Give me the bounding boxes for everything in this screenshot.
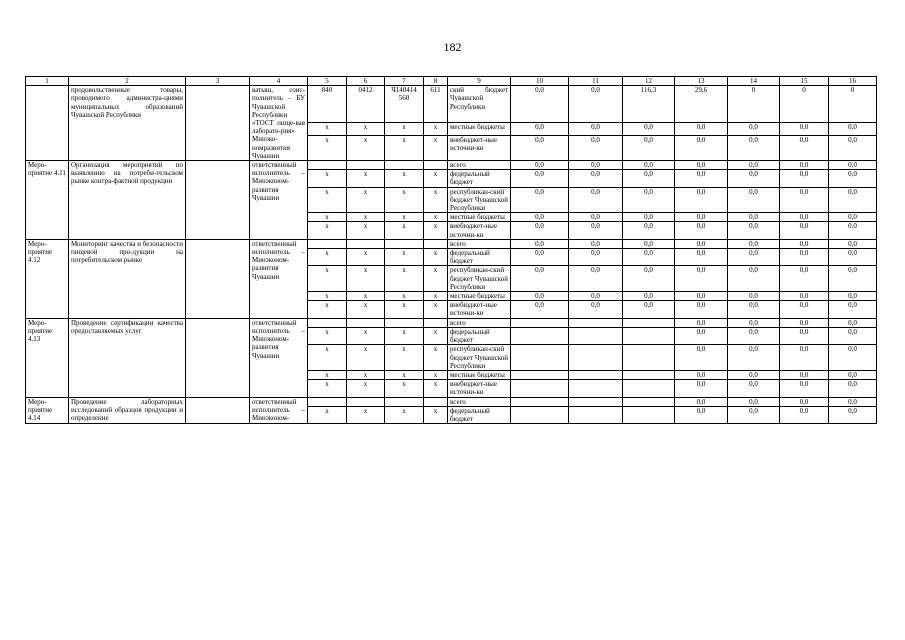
value-cell: 0,0 <box>829 136 877 161</box>
value-cell: 0,0 <box>511 213 569 222</box>
cell-c7 <box>385 397 424 406</box>
cell-c8: 611 <box>424 86 448 123</box>
value-cell: 0,0 <box>675 213 728 222</box>
value-cell: 0,0 <box>780 370 829 379</box>
cell-c8 <box>424 239 448 248</box>
cell-c5 <box>308 318 347 327</box>
header-cell: 5 <box>308 77 347 86</box>
value-cell: 0,0 <box>675 406 728 423</box>
value-cell: 0,0 <box>829 170 877 187</box>
header-cell: 15 <box>780 77 829 86</box>
cell-c7: x <box>385 187 424 213</box>
cell-c5: x <box>308 187 347 213</box>
funding-source-cell: федеральный бюджет <box>448 406 511 423</box>
cell-c7: x <box>385 213 424 222</box>
value-cell: 0,0 <box>728 406 780 423</box>
cell-c5: x <box>308 136 347 161</box>
value-cell: 0,0 <box>675 370 728 379</box>
header-cell: 7 <box>385 77 424 86</box>
value-cell: 0,0 <box>675 136 728 161</box>
value-cell: 0,0 <box>623 213 675 222</box>
funding-source-cell: внебюджет-ные источни-ки <box>448 136 511 161</box>
funding-source-cell: федеральный бюджет <box>448 170 511 187</box>
cell-c6 <box>347 239 385 248</box>
cell-c5: x <box>308 292 347 301</box>
value-cell: 0,0 <box>675 292 728 301</box>
cell-c6: x <box>347 222 385 239</box>
measure-name-cell: Мониторинг качества и безопасности пищевой про-дукции на потребительском рынке <box>69 239 186 318</box>
cell-c6: x <box>347 327 385 344</box>
value-cell: 0,0 <box>623 161 675 170</box>
cell-c6 <box>347 397 385 406</box>
funding-source-cell: всего <box>448 239 511 248</box>
header-cell: 1 <box>26 77 69 86</box>
measure-code-cell: Меро-приятие 4.12 <box>26 239 69 318</box>
value-cell: 0,0 <box>623 239 675 248</box>
value-cell <box>623 345 675 371</box>
value-cell <box>569 380 623 397</box>
funding-source-cell: федеральный бюджет <box>448 327 511 344</box>
funding-source-cell: местные бюджеты <box>448 370 511 379</box>
cell-c6: x <box>347 187 385 213</box>
value-cell: 0,0 <box>728 327 780 344</box>
table-row <box>26 86 877 123</box>
value-cell: 0,0 <box>728 397 780 406</box>
cell-c7: x <box>385 249 424 266</box>
cell-c5: x <box>308 170 347 187</box>
funding-source-cell: федеральный бюджет <box>448 249 511 266</box>
value-cell: 0,0 <box>829 239 877 248</box>
header-cell: 8 <box>424 77 448 86</box>
measure-name-cell: Организация мероприятий по выявлению на потреби-тельском рынке контра-фактной продукции <box>69 161 186 240</box>
cell-c8: x <box>424 345 448 371</box>
value-cell <box>623 327 675 344</box>
responsible-cell: ватыш, соис-полнитель – БУ Чувашской Республики «ТОСТ пище-вая лаборато-рия» Минэко-номразвития Чувашии <box>250 86 308 161</box>
value-cell <box>623 397 675 406</box>
responsible-cell: ответственный исполнитель – Минэконом- <box>250 397 308 424</box>
value-cell: 0,0 <box>780 292 829 301</box>
value-cell <box>511 397 569 406</box>
value-cell: 0 <box>829 86 877 123</box>
funding-source-cell: внебюджет-ные источни-ки <box>448 380 511 397</box>
measure-name-cell: продовольственные товары, проводимого администра-циями муниципальных образований Чувашской Республики <box>69 86 186 161</box>
cell-c7: x <box>385 136 424 161</box>
value-cell <box>623 380 675 397</box>
funding-source-cell: республикан-ский бюджет Чувашской Республики <box>448 266 511 292</box>
value-cell: 116,3 <box>623 86 675 123</box>
value-cell <box>569 397 623 406</box>
value-cell: 0,0 <box>569 266 623 292</box>
measure-code-cell <box>26 86 69 161</box>
col3-cell <box>186 397 250 424</box>
value-cell: 0,0 <box>511 86 569 123</box>
value-cell: 0,0 <box>511 187 569 213</box>
cell-c6 <box>347 161 385 170</box>
value-cell <box>623 406 675 423</box>
value-cell: 0,0 <box>780 161 829 170</box>
cell-c5: x <box>308 301 347 318</box>
cell-c8 <box>424 397 448 406</box>
cell-c8: x <box>424 213 448 222</box>
value-cell: 0,0 <box>623 170 675 187</box>
header-cell: 2 <box>69 77 186 86</box>
value-cell: 0,0 <box>623 266 675 292</box>
value-cell <box>623 318 675 327</box>
value-cell: 0,0 <box>569 122 623 135</box>
value-cell: 0,0 <box>829 249 877 266</box>
value-cell <box>511 327 569 344</box>
funding-source-cell: местные бюджеты <box>448 122 511 135</box>
value-cell: 0,0 <box>511 161 569 170</box>
value-cell: 0,0 <box>511 266 569 292</box>
value-cell <box>511 318 569 327</box>
cell-c8: x <box>424 327 448 344</box>
cell-c5: x <box>308 122 347 135</box>
value-cell <box>511 406 569 423</box>
cell-c5: x <box>308 327 347 344</box>
value-cell: 0,0 <box>728 222 780 239</box>
cell-c6: 0412 <box>347 86 385 123</box>
cell-c6: x <box>347 213 385 222</box>
header-cell: 14 <box>728 77 780 86</box>
header-cell: 12 <box>623 77 675 86</box>
value-cell: 0,0 <box>780 249 829 266</box>
value-cell: 0,0 <box>829 266 877 292</box>
cell-c5: x <box>308 249 347 266</box>
value-cell: 0 <box>728 86 780 123</box>
value-cell: 0,0 <box>511 122 569 135</box>
cell-c7: x <box>385 222 424 239</box>
header-cell: 11 <box>569 77 623 86</box>
responsible-cell: ответственный исполнитель – Минэконом-развития Чувашии <box>250 239 308 318</box>
value-cell: 0,0 <box>829 161 877 170</box>
value-cell: 0,0 <box>829 345 877 371</box>
value-cell <box>569 406 623 423</box>
value-cell: 0,0 <box>569 292 623 301</box>
cell-c5: x <box>308 222 347 239</box>
value-cell: 0,0 <box>623 292 675 301</box>
cell-c6: x <box>347 301 385 318</box>
cell-c8: x <box>424 222 448 239</box>
cell-c6: x <box>347 170 385 187</box>
value-cell: 0,0 <box>728 249 780 266</box>
header-cell: 16 <box>829 77 877 86</box>
value-cell: 0,0 <box>728 301 780 318</box>
value-cell <box>569 370 623 379</box>
value-cell <box>569 318 623 327</box>
value-cell: 0,0 <box>728 170 780 187</box>
value-cell: 0,0 <box>829 406 877 423</box>
cell-c8: x <box>424 370 448 379</box>
cell-c6: x <box>347 136 385 161</box>
value-cell: 0,0 <box>780 222 829 239</box>
funding-source-cell: местные бюджеты <box>448 292 511 301</box>
cell-c5 <box>308 239 347 248</box>
funding-source-cell: всего <box>448 161 511 170</box>
col3-cell <box>186 318 250 397</box>
header-cell: 9 <box>448 77 511 86</box>
cell-c8: x <box>424 292 448 301</box>
value-cell <box>569 345 623 371</box>
cell-c6: x <box>347 249 385 266</box>
value-cell: 0,0 <box>728 266 780 292</box>
cell-c7: x <box>385 327 424 344</box>
value-cell: 0,0 <box>780 345 829 371</box>
value-cell: 0,0 <box>728 345 780 371</box>
cell-c5: x <box>308 213 347 222</box>
value-cell: 0,0 <box>728 122 780 135</box>
funding-source-cell: всего <box>448 318 511 327</box>
cell-c7 <box>385 318 424 327</box>
measure-name-cell: Проведение лабораторных исследований образцов продукции и определение <box>69 397 186 424</box>
value-cell: 0,0 <box>780 266 829 292</box>
value-cell: 0,0 <box>569 222 623 239</box>
cell-c8: x <box>424 136 448 161</box>
measure-name-cell: Проведение сертификации качества предоставляемых услуг <box>69 318 186 397</box>
header-row <box>26 77 877 86</box>
value-cell: 0,0 <box>569 86 623 123</box>
responsible-cell: ответственный исполнитель – Минэконом-развития Чувашии <box>250 161 308 240</box>
cell-c6: x <box>347 406 385 423</box>
value-cell: 0,0 <box>675 301 728 318</box>
value-cell: 0,0 <box>675 122 728 135</box>
funding-source-cell: республикан-ский бюджет Чувашской Республики <box>448 187 511 213</box>
value-cell: 0,0 <box>780 301 829 318</box>
value-cell: 0,0 <box>511 222 569 239</box>
value-cell: 0,0 <box>728 292 780 301</box>
value-cell: 0,0 <box>675 345 728 371</box>
header-cell: 4 <box>250 77 308 86</box>
value-cell: 0,0 <box>829 222 877 239</box>
cell-c8: x <box>424 301 448 318</box>
value-cell: 0,0 <box>569 213 623 222</box>
value-cell: 0,0 <box>728 136 780 161</box>
cell-c6: x <box>347 345 385 371</box>
measure-code-cell: Меро-приятие 4.14 <box>26 397 69 424</box>
value-cell: 0,0 <box>829 187 877 213</box>
cell-c8: x <box>424 187 448 213</box>
value-cell: 0,0 <box>780 122 829 135</box>
funding-source-cell: ский бюджет Чувашской Республики <box>448 86 511 123</box>
value-cell: 0,0 <box>569 161 623 170</box>
funding-source-cell: внебюджет-ные источни-ки <box>448 301 511 318</box>
budget-table <box>25 76 877 424</box>
value-cell: 0,0 <box>780 136 829 161</box>
cell-c8 <box>424 161 448 170</box>
col3-cell <box>186 161 250 240</box>
cell-c7: x <box>385 345 424 371</box>
value-cell: 0,0 <box>569 239 623 248</box>
funding-source-cell: внебюджет-ные источни-ки <box>448 222 511 239</box>
value-cell: 0,0 <box>511 239 569 248</box>
value-cell: 0,0 <box>623 249 675 266</box>
cell-c7: x <box>385 380 424 397</box>
value-cell: 0,0 <box>780 239 829 248</box>
value-cell: 0,0 <box>511 170 569 187</box>
cell-c8: x <box>424 249 448 266</box>
cell-c7: x <box>385 122 424 135</box>
value-cell: 0,0 <box>569 170 623 187</box>
cell-c5 <box>308 397 347 406</box>
cell-c7: x <box>385 301 424 318</box>
value-cell: 0,0 <box>829 370 877 379</box>
value-cell: 0,0 <box>829 397 877 406</box>
value-cell: 0,0 <box>675 318 728 327</box>
cell-c8 <box>424 318 448 327</box>
value-cell: 0,0 <box>675 397 728 406</box>
value-cell: 0,0 <box>728 370 780 379</box>
cell-c7: Ч140414 560 <box>385 86 424 123</box>
table-row <box>26 318 877 327</box>
value-cell: 0,0 <box>728 213 780 222</box>
value-cell: 0,0 <box>780 187 829 213</box>
measure-code-cell: Меро-приятие 4.13 <box>26 318 69 397</box>
header-cell: 10 <box>511 77 569 86</box>
cell-c8: x <box>424 170 448 187</box>
value-cell: 0,0 <box>623 222 675 239</box>
value-cell: 0,0 <box>780 406 829 423</box>
value-cell: 0,0 <box>728 380 780 397</box>
value-cell: 0,0 <box>728 161 780 170</box>
value-cell: 0,0 <box>728 318 780 327</box>
value-cell: 0,0 <box>569 249 623 266</box>
measure-code-cell: Меро-приятие 4.11 <box>26 161 69 240</box>
cell-c7: x <box>385 370 424 379</box>
cell-c7: x <box>385 406 424 423</box>
cell-c8: x <box>424 380 448 397</box>
value-cell: 0,0 <box>780 318 829 327</box>
value-cell: 0,0 <box>675 161 728 170</box>
funding-source-cell: местные бюджеты <box>448 213 511 222</box>
cell-c5: x <box>308 266 347 292</box>
funding-source-cell: республикан-ский бюджет Чувашской Республики <box>448 345 511 371</box>
cell-c8: x <box>424 266 448 292</box>
col3-cell <box>186 239 250 318</box>
value-cell: 0,0 <box>829 292 877 301</box>
value-cell: 0,0 <box>780 213 829 222</box>
value-cell <box>511 345 569 371</box>
header-cell: 6 <box>347 77 385 86</box>
value-cell <box>511 370 569 379</box>
value-cell: 0,0 <box>675 222 728 239</box>
value-cell: 0,0 <box>623 187 675 213</box>
value-cell: 0,0 <box>728 187 780 213</box>
value-cell: 0 <box>780 86 829 123</box>
cell-c7 <box>385 239 424 248</box>
cell-c6: x <box>347 370 385 379</box>
value-cell: 0,0 <box>829 213 877 222</box>
value-cell: 0,0 <box>829 380 877 397</box>
cell-c6: x <box>347 266 385 292</box>
cell-c8: x <box>424 122 448 135</box>
value-cell: 0,0 <box>511 301 569 318</box>
cell-c6 <box>347 318 385 327</box>
value-cell: 0,0 <box>569 187 623 213</box>
value-cell: 0,0 <box>511 292 569 301</box>
table-row <box>26 397 877 406</box>
value-cell: 0,0 <box>675 249 728 266</box>
value-cell <box>623 370 675 379</box>
cell-c6: x <box>347 380 385 397</box>
funding-source-cell: всего <box>448 397 511 406</box>
value-cell: 0,0 <box>829 327 877 344</box>
value-cell: 0,0 <box>623 122 675 135</box>
value-cell: 0,0 <box>780 397 829 406</box>
value-cell: 0,0 <box>675 380 728 397</box>
value-cell: 0,0 <box>675 327 728 344</box>
value-cell: 0,0 <box>511 249 569 266</box>
cell-c5 <box>308 161 347 170</box>
value-cell: 0,0 <box>675 266 728 292</box>
table-row <box>26 239 877 248</box>
col3-cell <box>186 86 250 161</box>
value-cell: 0,0 <box>728 239 780 248</box>
cell-c6: x <box>347 292 385 301</box>
value-cell: 0,0 <box>623 136 675 161</box>
cell-c5: x <box>308 406 347 423</box>
cell-c5: x <box>308 380 347 397</box>
value-cell: 0,0 <box>780 327 829 344</box>
value-cell <box>569 327 623 344</box>
value-cell: 0,0 <box>829 122 877 135</box>
cell-c8: x <box>424 406 448 423</box>
value-cell <box>511 380 569 397</box>
cell-c5: 840 <box>308 86 347 123</box>
cell-c5: x <box>308 345 347 371</box>
value-cell: 0,0 <box>829 301 877 318</box>
cell-c6: x <box>347 122 385 135</box>
value-cell: 0,0 <box>675 170 728 187</box>
value-cell: 0,0 <box>675 239 728 248</box>
value-cell: 0,0 <box>780 380 829 397</box>
page-number: 182 <box>443 40 462 54</box>
header-cell: 13 <box>675 77 728 86</box>
cell-c7: x <box>385 292 424 301</box>
responsible-cell: ответственный исполнитель – Минэконом-развития Чувашии <box>250 318 308 397</box>
value-cell: 0,0 <box>569 301 623 318</box>
value-cell: 0,0 <box>675 187 728 213</box>
cell-c5: x <box>308 370 347 379</box>
value-cell: 29,6 <box>675 86 728 123</box>
value-cell: 0,0 <box>829 318 877 327</box>
value-cell: 0,0 <box>623 301 675 318</box>
cell-c7: x <box>385 170 424 187</box>
header-cell: 3 <box>186 77 250 86</box>
table-row <box>26 161 877 170</box>
value-cell: 0,0 <box>569 136 623 161</box>
cell-c7: x <box>385 266 424 292</box>
cell-c7 <box>385 161 424 170</box>
value-cell: 0,0 <box>780 170 829 187</box>
value-cell: 0,0 <box>511 136 569 161</box>
